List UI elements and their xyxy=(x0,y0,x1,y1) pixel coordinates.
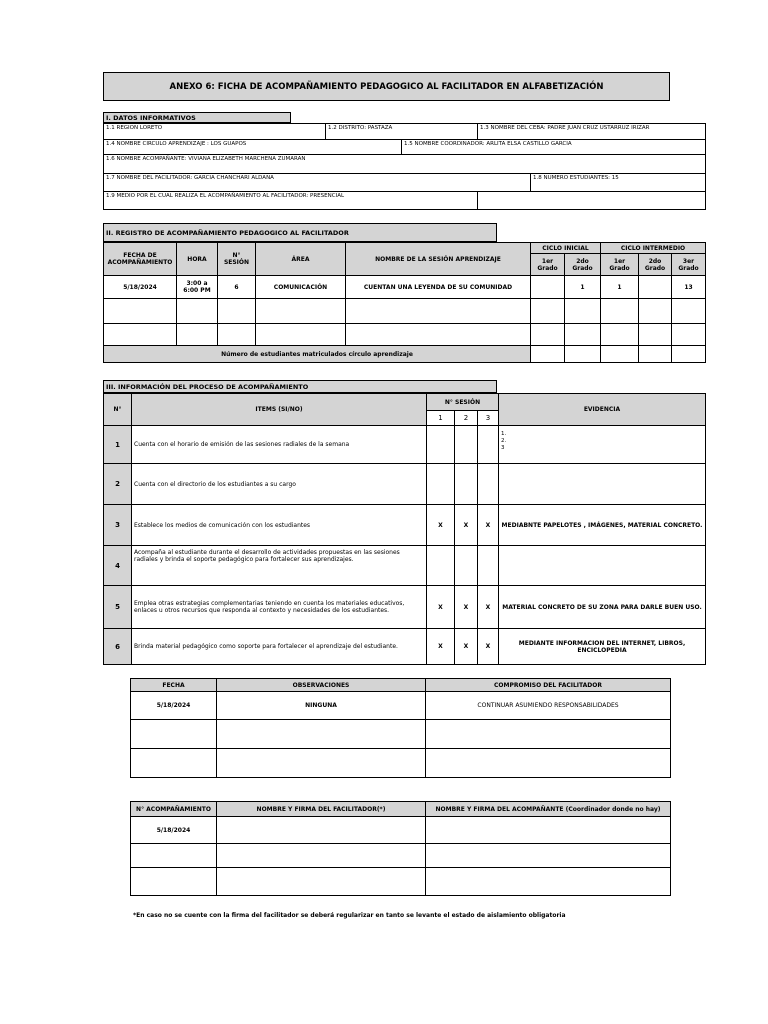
obs-fecha: 5/18/2024 xyxy=(131,692,217,720)
row-sesion: 6 xyxy=(218,276,256,299)
item-number: 5 xyxy=(104,586,132,629)
item-s1 xyxy=(427,546,455,586)
item-number: 2 xyxy=(104,464,132,505)
item-evidencia: MEDIABNTE PAPELOTES , IMÁGENES, MATERIAL CONCRETO. xyxy=(499,505,706,546)
col-hora: HORA xyxy=(177,243,218,276)
observaciones-table xyxy=(130,678,671,778)
item-text: Acompaña al estudiante durante el desarrollo de actividades propuestas en las sesiones radiales y brinda el soporte pedagógico para fortalecer sus aprendizajes. xyxy=(132,546,427,586)
table-row xyxy=(104,586,706,629)
grado-3er-intermedio: 3er Grado xyxy=(672,254,706,276)
registro-table xyxy=(103,242,706,363)
item-evidencia: 1. 2. 3 xyxy=(499,426,706,464)
table-row xyxy=(131,749,671,778)
table-row xyxy=(131,844,671,868)
item-text: Brinda material pedagógico como soporte para fortalecer el aprendizaje del estudiante. xyxy=(132,629,427,665)
item-s1 xyxy=(427,426,455,464)
item-text: Emplea otras estrategias complementarias teniendo en cuenta los materiales educativos, enlaces u otros recursos que responda al contexto y necesidades de los estudiantes. xyxy=(132,586,427,629)
item-s1: X xyxy=(427,586,455,629)
col-area: ÁREA xyxy=(256,243,346,276)
sesion-1-header: 1 xyxy=(427,411,455,426)
region-field: 1.1 REGION LORETO xyxy=(104,124,326,140)
item-s3: X xyxy=(478,629,499,665)
item-s3 xyxy=(478,426,499,464)
col-evidencia: EVIDENCIA xyxy=(499,394,706,426)
obs-observacion: NINGUNA xyxy=(217,692,426,720)
ciclo-intermedio: CICLO INTERMEDIO xyxy=(601,243,706,254)
item-s1: X xyxy=(427,505,455,546)
total-estudiantes-label: Número de estudiantes matriculados círculo aprendizaje xyxy=(104,346,531,363)
obs-compromiso: CONTINUAR ASUMIENDO RESPONSABILIDADES xyxy=(426,692,671,720)
sesion-3-header: 3 xyxy=(478,411,499,426)
section3-heading: III. INFORMACIÓN DEL PROCESO DE ACOMPAÑAMIENTO xyxy=(103,380,497,393)
medio-field: 1.9 MEDIO POR EL CUAL REALIZA EL ACOMPAÑAMIENTO AL FACILITADOR: PRESENCIAL xyxy=(104,192,478,210)
acompanante-field: 1.6 NOMBRE ACOMPAÑANTE: VIVIANA ELIZABETH MARCHENA ZUMARAN xyxy=(104,155,706,174)
item-number: 1 xyxy=(104,426,132,464)
table-row xyxy=(104,426,706,464)
table-row xyxy=(104,324,706,346)
grado-1er-inicial: 1er Grado xyxy=(531,254,565,276)
item-evidencia: MEDIANTE INFORMACION DEL INTERNET, LIBROS, ENCICLOPEDIA xyxy=(499,629,706,665)
table-row xyxy=(104,464,706,505)
col-items: ITEMS (SI/NO) xyxy=(132,394,427,426)
item-evidencia: MATERIAL CONCRETO DE SU ZONA PARA DARLE BUEN USO. xyxy=(499,586,706,629)
item-s1: X xyxy=(427,629,455,665)
table-row xyxy=(131,868,671,896)
col-numero: N° xyxy=(104,394,132,426)
item-s3 xyxy=(478,546,499,586)
item-s2: X xyxy=(455,505,478,546)
grado-2do-inicial: 2do Grado xyxy=(565,254,601,276)
col-firma-acompanante: NOMBRE Y FIRMA DEL ACOMPAÑANTE (Coordinador donde no hay) xyxy=(426,802,671,817)
grado-2do-intermedio: 2do Grado xyxy=(639,254,672,276)
row-g3: 1 xyxy=(601,276,639,299)
item-s3: X xyxy=(478,586,499,629)
item-text: Cuenta con el horario de emisión de las sesiones radiales de la semana xyxy=(132,426,427,464)
item-s2 xyxy=(455,426,478,464)
row-nombre: CUENTAN UNA LEYENDA DE SU COMUNIDAD xyxy=(346,276,531,299)
col-n-acompanamiento: N° ACOMPAÑAMIENTO xyxy=(131,802,217,817)
table-row xyxy=(131,720,671,749)
circulo-field: 1.4 NOMBRE CIRCULO APRENDIZAJE : LOS GUAPOS xyxy=(104,140,402,155)
ciclo-inicial: CICLO INICIAL xyxy=(531,243,601,254)
table-row xyxy=(131,692,671,720)
item-text: Cuenta con el directorio de los estudiantes a su cargo xyxy=(132,464,427,505)
item-s3: X xyxy=(478,505,499,546)
col-nombre-sesion: NOMBRE DE LA SESIÓN APRENDIZAJE xyxy=(346,243,531,276)
table-row xyxy=(104,629,706,665)
table-row xyxy=(131,817,671,844)
item-text: Establece los medios de comunicación con los estudiantes xyxy=(132,505,427,546)
item-evidencia xyxy=(499,546,706,586)
item-s2: X xyxy=(455,629,478,665)
proceso-table xyxy=(103,393,706,665)
grado-1er-intermedio: 1er Grado xyxy=(601,254,639,276)
item-number: 6 xyxy=(104,629,132,665)
table-row xyxy=(104,546,706,586)
item-s2 xyxy=(455,546,478,586)
row-g4 xyxy=(639,276,672,299)
row-g5: 13 xyxy=(672,276,706,299)
estudiantes-field: 1.8 NUMERO ESTUDIANTES: 15 xyxy=(531,174,706,192)
firma-fecha: 5/18/2024 xyxy=(131,817,217,844)
item-s2 xyxy=(455,464,478,505)
row-area: COMUNICACIÓN xyxy=(256,276,346,299)
col-compromiso: COMPROMISO DEL FACILITADOR xyxy=(426,679,671,692)
col-observaciones: OBSERVACIONES xyxy=(217,679,426,692)
datos-informativos-table xyxy=(103,123,706,210)
row-g2: 1 xyxy=(565,276,601,299)
sesion-2-header: 2 xyxy=(455,411,478,426)
item-s3 xyxy=(478,464,499,505)
table-row xyxy=(104,276,706,299)
section1-heading: I. DATOS INFORMATIVOS xyxy=(103,112,291,123)
item-number: 3 xyxy=(104,505,132,546)
col-sesion: N° SESIÓN xyxy=(218,243,256,276)
coordinador-field: 1.5 NOMBRE COORDINADOR: ARLITA ELSA CASTILLO GARCIA xyxy=(402,140,706,155)
col-n-sesion: N° SESIÓN xyxy=(427,394,499,411)
row-hora: 3:00 a 6:00 PM xyxy=(177,276,218,299)
col-obs-fecha: FECHA xyxy=(131,679,217,692)
distrito-field: 1.2 DISTRITO: PASTAZA xyxy=(326,124,478,140)
table-row xyxy=(104,299,706,324)
firmas-table xyxy=(130,801,671,896)
item-number: 4 xyxy=(104,546,132,586)
section2-heading: II. REGISTRO DE ACOMPAÑAMIENTO PEDAGOGICO AL FACILITADOR xyxy=(103,223,497,242)
table-row xyxy=(104,505,706,546)
footnote: *En caso no se cuente con la firma del facilitador se deberá regularizar en tanto se levante el estado de aislamiento obligatoria xyxy=(133,912,566,919)
facilitador-field: 1.7 NOMBRE DEL FACILITADOR: GARCIA CHANCHARI ALDANA xyxy=(104,174,531,192)
item-s2: X xyxy=(455,586,478,629)
medio-empty xyxy=(478,192,706,210)
ceba-field: 1.3 NOMBRE DEL CEBA: PADRE JUAN CRUZ USTARRUZ IRIZAR xyxy=(478,124,706,140)
document-title: ANEXO 6: FICHA DE ACOMPAÑAMIENTO PEDAGOGICO AL FACILITADOR EN ALFABETIZACIÓN xyxy=(103,72,670,101)
item-evidencia xyxy=(499,464,706,505)
item-s1 xyxy=(427,464,455,505)
row-g1 xyxy=(531,276,565,299)
col-fecha: FECHA DE ACOMPAÑAMIENTO xyxy=(104,243,177,276)
row-fecha: 5/18/2024 xyxy=(104,276,177,299)
col-firma-facilitador: NOMBRE Y FIRMA DEL FACILITADOR(*) xyxy=(217,802,426,817)
